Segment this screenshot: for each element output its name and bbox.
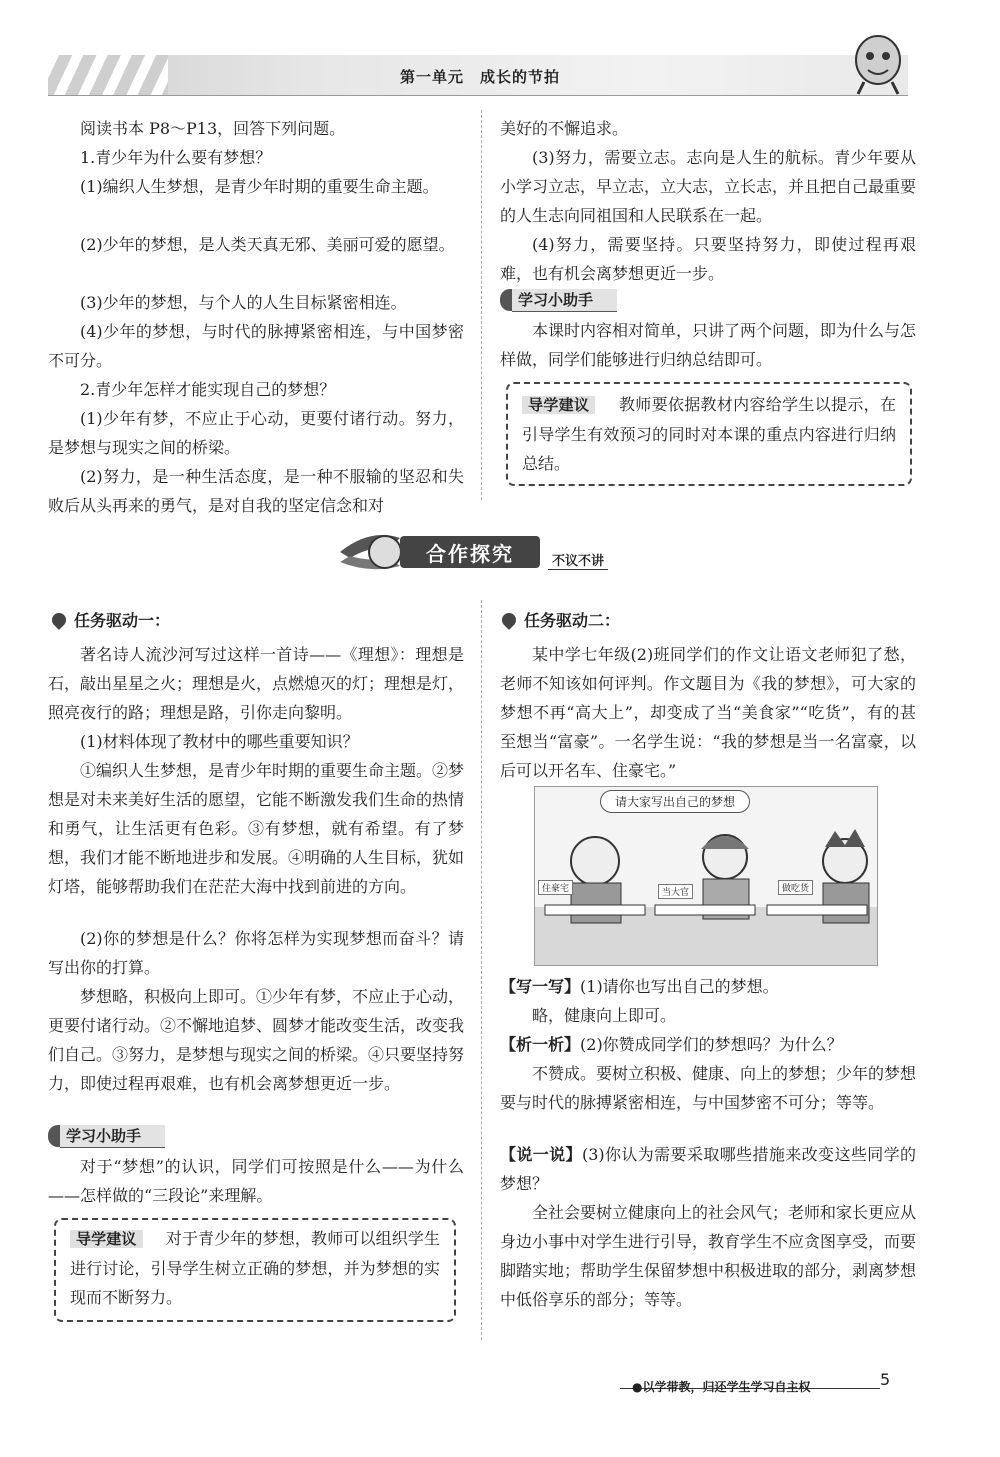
helper-text: 本课时内容相对简单，只讲了两个问题，即为什么与怎样做，同学们能够进行归纳总结即可。	[500, 321, 917, 369]
say-question	[500, 1140, 916, 1198]
say-tag: 【说一说】	[500, 1145, 582, 1164]
guide-tag-2: 导学建议	[70, 1230, 143, 1248]
helper-text-2: 对于“梦想”的认识，同学们可按照是什么——为什么——怎样做的“三段论”来理解。	[48, 1157, 464, 1205]
write-tag: 【写一写】	[500, 977, 581, 996]
sign-mansion: 住豪宅	[538, 880, 573, 895]
section-banner-subtitle: 不议不讲	[548, 550, 608, 570]
task-1-q2: (2)你的梦想是什么？你将怎样为实现梦想而奋斗？请写出你的打算。	[48, 929, 464, 977]
study-helper-heading	[500, 288, 617, 312]
task-2-material: 某中学七年级(2)班同学们的作文让语文老师犯了愁，老师不知该如何评判。作文题目为《我的梦想》，可大家的梦想不再“高大上”，却变成了当“美食家”“吃货”，有的甚至想当“富豪”。一名学生说：“我的梦想是当一名富豪，以后可以开名车、住豪宅。”	[500, 645, 916, 780]
intro-text: 阅读书本 P8～P13，回答下列问题。	[80, 119, 346, 138]
students-writing-illustration	[535, 787, 877, 965]
answer-2-1: (1)少年有梦，不应止于心动，更要付诸行动。努力，是梦想与现实之间的桥梁。	[48, 409, 464, 457]
unit-title: 第一单元 成长的节拍	[400, 68, 561, 86]
task-1-a2: 梦想略，积极向上即可。①少年有梦，不应止于心动，更要付诸行动。②不懈地追梦、圆梦才能改变生活，改变我们自己。③努力，是梦想与现实之间的桥梁。④只要坚持努力，即使过程再艰难，也有机会离梦想更近一步。	[48, 987, 465, 1093]
answer-1-2: (2)少年的梦想，是人类天真无邪、美丽可爱的愿望。	[80, 235, 455, 254]
answer-2-2-cont: 美好的不懈追求。	[500, 119, 629, 138]
answer-1-1: (1)编织人生梦想，是青少年时期的重要生命主题。	[80, 177, 439, 196]
guide-paragraph-2	[70, 1224, 440, 1312]
task-2-title: 任务驱动二：	[524, 611, 621, 630]
guide-tag: 导学建议	[522, 396, 595, 414]
analyze-question-text: (2)你赞成同学们的梦想吗？为什么？	[580, 1035, 843, 1054]
analyze-answer: 不赞成。要树立积极、健康、向上的梦想；少年的梦想要与时代的脉搏紧密相连，与中国梦密不可分；等等。	[500, 1064, 917, 1112]
header-stripes	[48, 55, 168, 95]
guide-text-2: 对于青少年的梦想，教师可以组织学生进行讨论，引导学生树立正确的梦想，并为梦想的实现而不断努力。	[70, 1229, 440, 1307]
say-answer: 全社会要树立健康向上的社会风气；老师和家长更应从身边小事中对学生进行引导，教育学生不应贪图享受，而要脚踏实地；帮助学生保留梦想中积极进取的部分，剥离梦想中低俗享乐的部分；等等。	[500, 1203, 917, 1309]
sign-official: 当大官	[658, 884, 693, 899]
helper-bar	[500, 289, 512, 311]
location-pin-icon-2	[499, 610, 519, 630]
classroom-illustration	[534, 786, 878, 966]
task-1-heading	[52, 608, 170, 631]
helper-label-2: 学习小助手	[60, 1125, 165, 1148]
column-divider-lower	[481, 600, 482, 1340]
answer-2-3: (3)努力，需要立志。志向是人生的航标。青少年要从小学习立志，早立志，立大志，立长志，并且把自己最重要的人生志向同祖国和人民联系在一起。	[500, 148, 917, 225]
say-question-text: (3)你认为需要采取哪些措施来改变这些同学的梦想？	[500, 1145, 916, 1193]
write-question	[500, 972, 916, 1001]
helper-bar-2	[48, 1125, 60, 1147]
write-question-text: (1)请你也写出自己的梦想。	[580, 977, 779, 996]
guide-text: 教师要依据教材内容给学生以提示，在引导学生有效预习的同时对本课的重点内容进行归纳总结。	[522, 395, 896, 473]
answer-2-4: (4)努力，需要坚持。只要坚持努力，即使过程再艰难，也有机会离梦想更近一步。	[500, 235, 916, 283]
column-divider	[481, 110, 482, 500]
write-answer: 略，健康向上即可。	[532, 1006, 677, 1025]
task-1-q1: (1)材料体现了教材中的哪些重要知识？	[80, 732, 359, 751]
answer-2-2: (2)努力，是一种生活态度，是一种不服输的坚忍和失败后从头再来的勇气，是对自我的坚定信念和对	[48, 467, 464, 515]
answer-1-3: (3)少年的梦想，与个人的人生目标紧密相连。	[80, 293, 407, 312]
answer-1-4: (4)少年的梦想，与时代的脉搏紧密相连，与中国梦密不可分。	[48, 322, 464, 370]
study-helper-heading-2	[48, 1124, 165, 1148]
question-2: 2.青少年怎样才能实现自己的梦想？	[80, 380, 336, 399]
analyze-question	[500, 1030, 916, 1059]
location-pin-icon	[49, 610, 69, 630]
helper-label: 学习小助手	[512, 289, 617, 312]
speech-bubble: 请大家写出自己的梦想	[600, 790, 750, 813]
mascot-icon	[846, 28, 910, 100]
task-2-heading	[502, 608, 620, 631]
page-number: 5	[880, 1370, 891, 1389]
question-1: 1.青少年为什么要有梦想？	[80, 148, 272, 167]
section-banner-title: 合作探究	[400, 536, 540, 568]
task-1-a1: ①编织人生梦想，是青少年时期的重要生命主题。②梦想是对未来美好生活的愿望，它能不断激发我们生命的热情和勇气，让生活更有色彩。③有梦想，就有希望。有了梦想，我们才能不断地进步和发展。④明确的人生目标，犹如灯塔，能够帮助我们在茫茫大海中找到前进的方向。	[48, 761, 465, 896]
analyze-tag: 【析一析】	[500, 1035, 581, 1054]
guide-paragraph	[522, 390, 896, 478]
task-1-title: 任务驱动一：	[74, 611, 171, 630]
task-1-poem: 著名诗人流沙河写过这样一首诗——《理想》：理想是石，敲出星星之火；理想是火，点燃熄灭的灯；理想是灯，照亮夜行的路；理想是路，引你走向黎明。	[48, 645, 465, 722]
sign-foodie: 做吃货	[778, 880, 813, 895]
footer-slogan: ●以学带教，归还学生学习自主权	[632, 1380, 811, 1394]
